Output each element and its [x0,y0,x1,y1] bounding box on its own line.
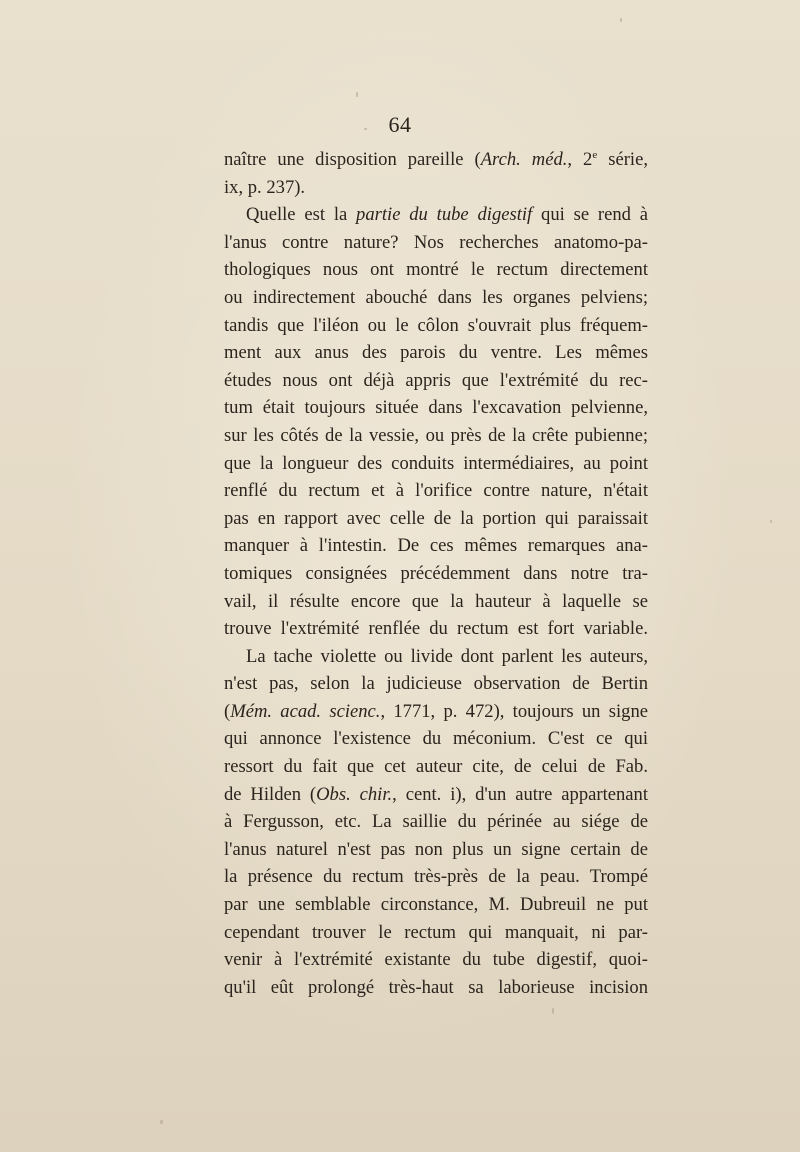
text-line: naître une disposition pareille (Arch. méd., 2e série, [224,148,648,170]
text-line: à Fergusson, etc. La saillie du périnée au siége de [224,811,648,833]
body-text [224,146,648,1001]
text-line: thologiques nous ont montré le rectum directement [224,259,648,281]
paper-speck [770,520,772,523]
text-line: Quelle est la partie du tube digestif qui se rend à [246,204,648,226]
paper-speck [160,1120,163,1124]
text-line: par une semblable circonstance, M. Dubreuil ne put [224,894,648,916]
text-line: l'anus contre nature? Nos recherches anatomo-pa- [224,231,648,253]
text-line: tum était toujours située dans l'excavation pelvienne, [224,397,648,419]
text-line: la présence du rectum très-près de la peau. Trompé [224,866,648,888]
text-line: que la longueur des conduits intermédiaires, au point [224,452,648,474]
text-line: qui annonce l'existence du méconium. C'est ce qui [224,728,648,750]
text-line: tomiques consignées précédemment dans notre tra- [224,562,648,584]
text-line: ressort du fait que cet auteur cite, de celui de Fab. [224,756,648,778]
text-line: qu'il eût prolongé très-haut sa laborieuse incision [224,976,648,998]
text-line: de Hilden (Obs. chir., cent. i), d'un autre appartenant [224,783,649,805]
text-line: trouve l'extrémité renflée du rectum est fort variable. [224,618,648,640]
text-line: cependant trouver le rectum qui manquait, ni par- [224,921,648,943]
text-line: (Mém. acad. scienc., 1771, p. 472), toujours un signe [224,700,648,722]
page-number: 64 [388,112,412,137]
text-line: l'anus naturel n'est pas non plus un signe certain de [224,838,648,860]
text-line: manquer à l'intestin. De ces mêmes remarques ana- [224,535,648,557]
text-line: renflé du rectum et à l'orifice contre nature, n'était [224,480,648,502]
text-line: pas en rapport avec celle de la portion qui paraissait [224,507,648,529]
text-line: sur les côtés de la vessie, ou près de la crête pubienne; [224,424,648,446]
text-line: vail, il résulte encore que la hauteur à laquelle se [224,590,648,612]
text-line: ou indirectement abouché dans les organes pelviens; [224,286,648,308]
text-line: La tache violette ou livide dont parlent les auteurs, [246,645,648,667]
paper-speck [552,1008,554,1014]
text-line: n'est pas, selon la judicieuse observation de Bertin [224,673,648,695]
paper-speck [620,18,622,22]
text-line: tandis que l'iléon ou le côlon s'ouvrait plus fréquem- [224,314,648,336]
text-line: études nous ont déjà appris que l'extrémité du rec- [224,369,648,391]
text-line: ix, p. 237). [224,176,306,198]
text-line: ment aux anus des parois du ventre. Les mêmes [224,342,648,364]
paper-speck [356,92,358,97]
text-line: venir à l'extrémité existante du tube digestif, quoi- [224,949,648,971]
